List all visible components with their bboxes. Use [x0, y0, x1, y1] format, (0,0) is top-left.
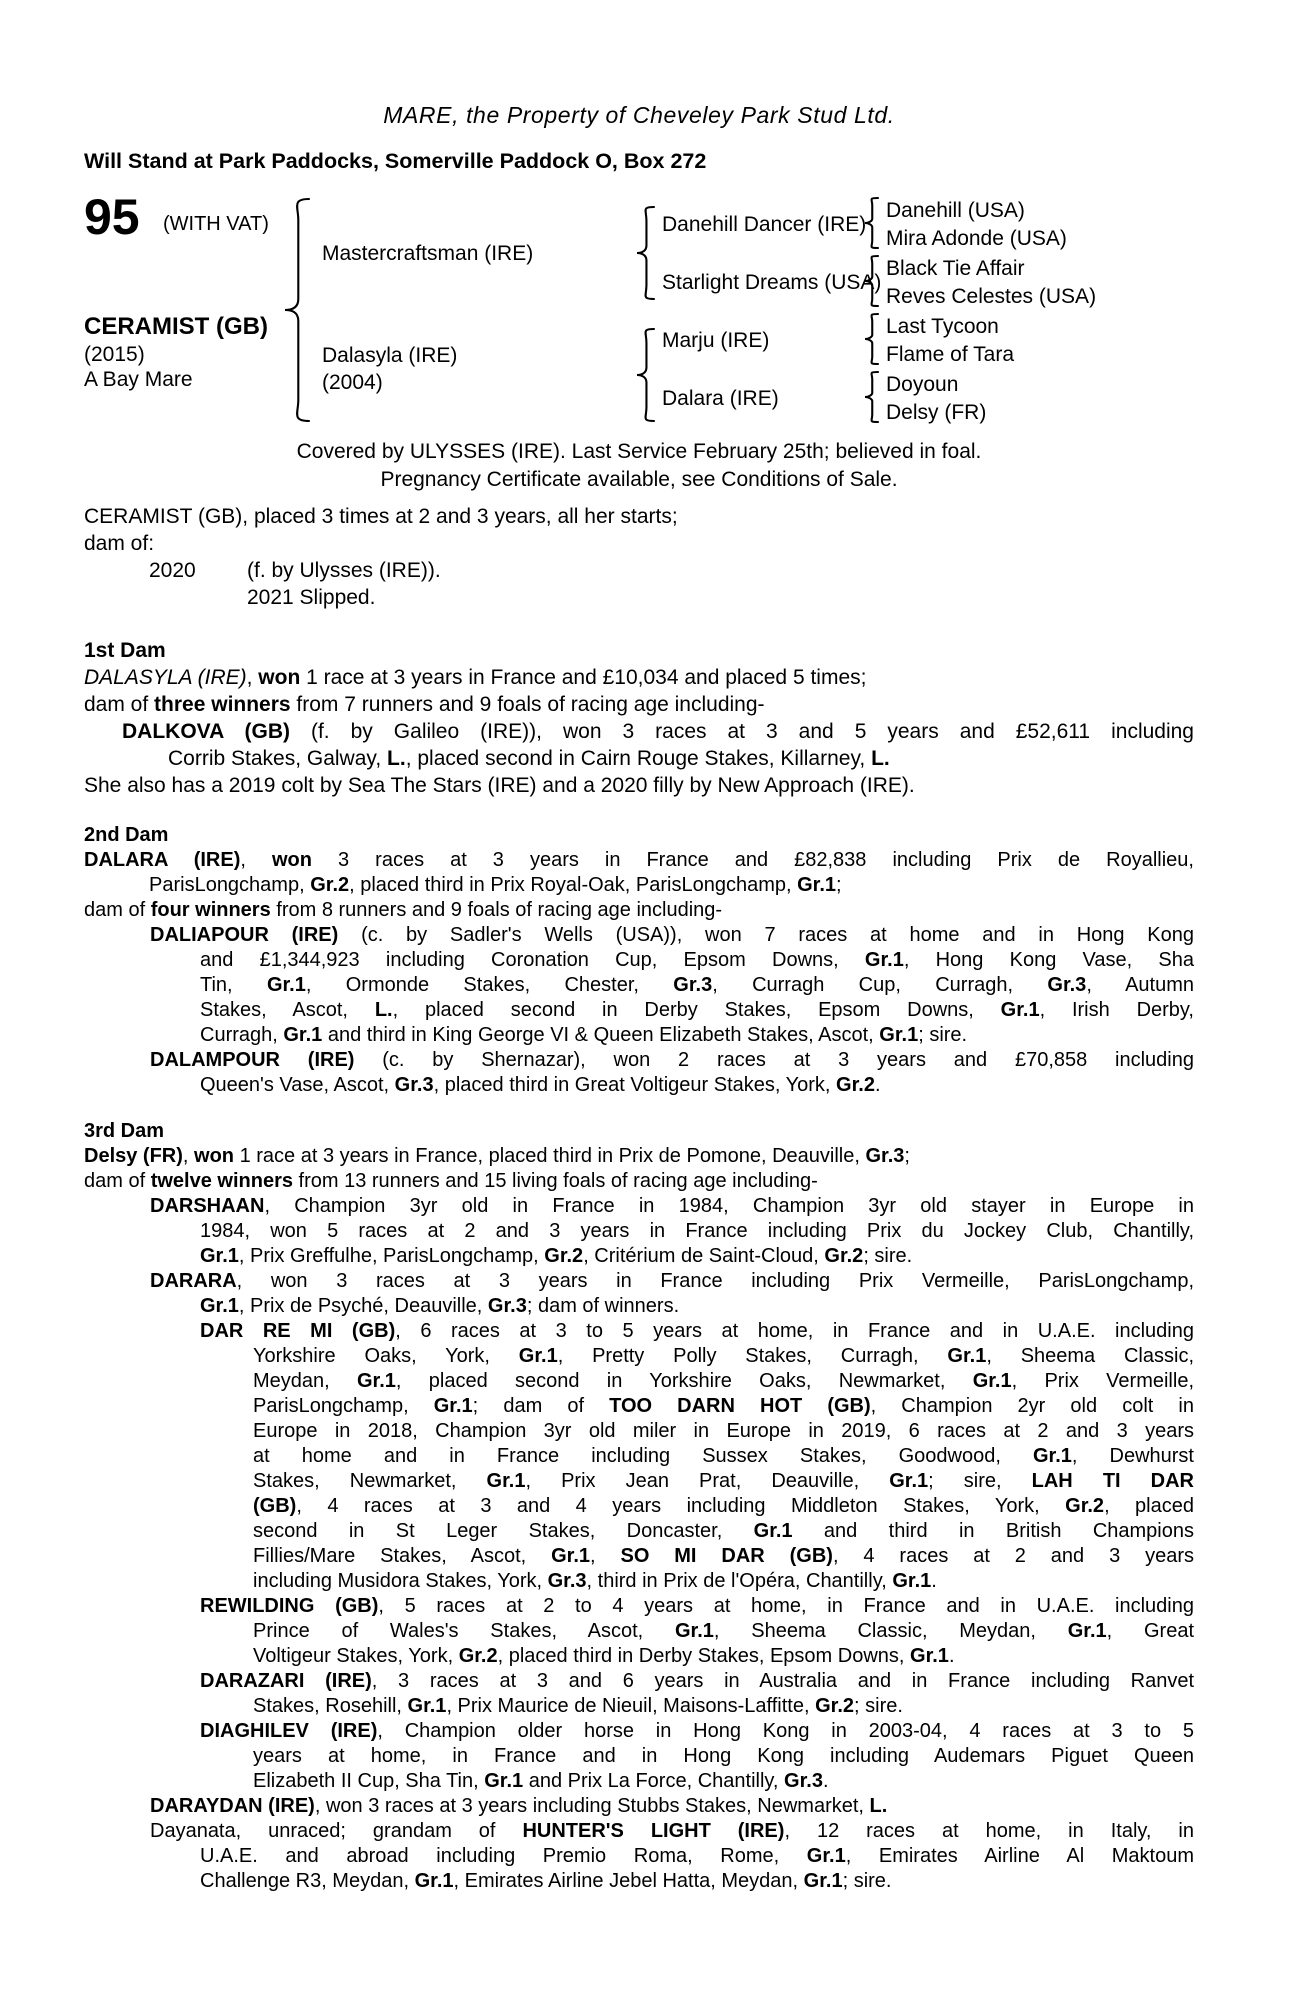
pedigree-text-line: DARAYDAN (IRE), won 3 races at 3 years including Stubbs Stakes, Newmarket, L. — [150, 1795, 888, 1817]
pedigree-text-line: Stakes, Rosehill, Gr.1, Prix Maurice de Nieuil, Maisons-Laffitte, Gr.2; sire. — [253, 1695, 903, 1717]
race-record-line: CERAMIST (GB), placed 3 times at 2 and 3 years, all her starts; — [84, 505, 678, 528]
dam-section-heading: 1st Dam — [84, 639, 166, 662]
pedigree-text-line: dam of twelve winners from 13 runners and 15 living foals of racing age including- — [84, 1170, 818, 1192]
pedigree-text-line: Stakes, Ascot, L., placed second in Derby Stakes, Epsom Downs, Gr.1, Irish Derby, — [200, 999, 1194, 1021]
produce-row — [84, 584, 1194, 611]
produce-year: 2020 — [149, 559, 196, 582]
pedigree-text-line: dam of four winners from 8 runners and 9 foals of racing age including- — [84, 899, 723, 921]
color-description: A Bay Mare — [84, 368, 193, 391]
pedigree-text-line: DALASYLA (IRE), won 1 race at 3 years in France and £10,034 and placed 5 times; — [84, 666, 867, 689]
pedigree-text-line: Delsy (FR), won 1 race at 3 years in France, placed third in Prix de Pomone, Deauville, Gr.3; — [84, 1145, 910, 1167]
pedigree-text-line: DAR RE MI (GB), 6 races at 3 to 5 years at home, in France and in U.A.E. including — [200, 1320, 1194, 1342]
pedigree-text-line: DALARA (IRE), won 3 races at 3 years in France and £82,838 including Prix de Royallieu, — [84, 849, 1194, 871]
grandsire-name: Marju (IRE) — [662, 329, 770, 352]
pedigree-text-line: DALIAPOUR (IRE) (c. by Sadler's Wells (USA)), won 7 races at home and in Hong Kong — [150, 924, 1194, 946]
vat-note: (WITH VAT) — [163, 213, 269, 235]
produce-text: (f. by Ulysses (IRE)). — [247, 559, 441, 582]
pedigree-brace — [636, 328, 655, 422]
dam-section — [84, 1119, 1194, 1894]
pedigree-text-line: including Musidora Stakes, York, Gr.3, third in Prix de l'Opéra, Chantilly, Gr.1. — [253, 1570, 937, 1592]
lot-number: 95 — [84, 189, 140, 245]
pedigree-brace — [284, 198, 310, 422]
pedigree-text-line: DALAMPOUR (IRE) (c. by Shernazar), won 2 races at 3 years and £70,858 including — [150, 1049, 1194, 1071]
great-grandparent-name: Flame of Tara — [886, 343, 1014, 366]
pedigree-text-line: Challenge R3, Meydan, Gr.1, Emirates Airline Jebel Hatta, Meydan, Gr.1; sire. — [200, 1870, 892, 1892]
granddam-name: Dalara (IRE) — [662, 387, 779, 410]
page-title: MARE, the Property of Cheveley Park Stud Ltd. — [383, 102, 895, 128]
pedigree-brace — [636, 206, 655, 300]
dam-section — [84, 823, 1194, 1098]
pedigree-text-line: (GB), 4 races at 3 and 4 years including Middleton Stakes, York, Gr.2, placed — [253, 1495, 1194, 1517]
pedigree-brace — [864, 371, 879, 423]
covering-note — [84, 438, 1194, 494]
catalogue-text — [84, 503, 1194, 1894]
pedigree-text-line: DARARA, won 3 races at 3 years in France including Prix Vermeille, ParisLongchamp, — [150, 1270, 1194, 1292]
dam-name: Dalasyla (IRE) — [322, 344, 458, 367]
dam-section-heading: 3rd Dam — [84, 1120, 165, 1142]
pedigree-text-line: Queen's Vase, Ascot, Gr.3, placed third in Great Voltigeur Stakes, York, Gr.2. — [200, 1074, 881, 1096]
pedigree-text-line: DIAGHILEV (IRE), Champion older horse in Hong Kong in 2003-04, 4 races at 3 to 5 — [200, 1720, 1194, 1742]
pedigree-text-line: Gr.1, Prix Greffulhe, ParisLongchamp, Gr.2, Critérium de Saint-Cloud, Gr.2; sire. — [200, 1245, 913, 1267]
great-grandparent-name: Delsy (FR) — [886, 401, 987, 424]
pedigree-text-line: Tin, Gr.1, Ormonde Stakes, Chester, Gr.3, Curragh Cup, Curragh, Gr.3, Autumn — [200, 974, 1195, 996]
pedigree-text-line: DARSHAAN, Champion 3yr old in France in 1984, Champion 3yr old stayer in Europe in — [150, 1195, 1194, 1217]
covering-line-2: Pregnancy Certificate available, see Conditions of Sale. — [380, 468, 898, 491]
pedigree-text-line: Stakes, Newmarket, Gr.1, Prix Jean Prat, Deauville, Gr.1; sire, LAH TI DAR — [253, 1470, 1194, 1492]
race-record — [84, 503, 1194, 611]
covering-line-1: Covered by ULYSSES (IRE). Last Service February 25th; believed in foal. — [296, 440, 982, 463]
pedigree-text-line: at home and in France including Sussex Stakes, Goodwood, Gr.1, Dewhurst — [253, 1445, 1194, 1467]
great-grandparent-name: Reves Celestes (USA) — [886, 285, 1097, 308]
dam-year: (2004) — [322, 371, 383, 394]
pedigree-text-line: Gr.1, Prix de Psyché, Deauville, Gr.3; dam of winners. — [200, 1295, 680, 1317]
pedigree-text-line: ParisLongchamp, Gr.1; dam of TOO DARN HOT (GB), Champion 2yr old colt in — [253, 1395, 1195, 1417]
great-grandparent-name: Last Tycoon — [886, 315, 999, 338]
pedigree-text-line: second in St Leger Stakes, Doncaster, Gr.1 and third in British Champions — [253, 1520, 1194, 1542]
pedigree-text-line: Prince of Wales's Stakes, Ascot, Gr.1, Sheema Classic, Meydan, Gr.1, Great — [253, 1620, 1195, 1642]
pedigree-brace — [864, 197, 879, 249]
pedigree-text-line: Elizabeth II Cup, Sha Tin, Gr.1 and Prix La Force, Chantilly, Gr.3. — [253, 1770, 829, 1792]
pedigree-text-line: Fillies/Mare Stakes, Ascot, Gr.1, SO MI DAR (GB), 4 races at 2 and 3 years — [253, 1545, 1194, 1567]
granddam-name: Starlight Dreams (USA) — [662, 271, 882, 294]
pedigree-text-line: Dayanata, unraced; grandam of HUNTER'S LIGHT (IRE), 12 races at home, in Italy, in — [150, 1820, 1194, 1842]
produce-text: 2021 Slipped. — [247, 586, 376, 609]
great-grandparent-name: Black Tie Affair — [886, 257, 1025, 280]
great-grandparent-name: Danehill (USA) — [886, 199, 1025, 222]
pedigree-text-line: U.A.E. and abroad including Premio Roma, Rome, Gr.1, Emirates Airline Al Maktoum — [200, 1845, 1194, 1867]
great-grandparent-name: Doyoun — [886, 373, 959, 396]
pedigree-text-line: years at home, in France and in Hong Kong including Audemars Piguet Queen — [253, 1745, 1194, 1767]
great-grandparent-name: Mira Adonde (USA) — [886, 227, 1067, 250]
sire-name: Mastercraftsman (IRE) — [322, 242, 534, 265]
dam-of-label: dam of: — [84, 532, 155, 555]
dam-section — [84, 637, 1194, 799]
pedigree-brace — [864, 255, 879, 307]
pedigree-brace — [864, 313, 879, 365]
pedigree-text-line: ParisLongchamp, Gr.2, placed third in Prix Royal-Oak, ParisLongchamp, Gr.1; — [149, 874, 842, 896]
pedigree-text-line: She also has a 2019 colt by Sea The Stars (IRE) and a 2020 filly by New Approach (IRE). — [84, 774, 915, 797]
pedigree-text-line: DARAZARI (IRE), 3 races at 3 and 6 years in Australia and in France including Ranvet — [200, 1670, 1195, 1692]
horse-name: CERAMIST (GB) — [84, 313, 268, 340]
pedigree-text-line: Curragh, Gr.1 and third in King George VI & Queen Elizabeth Stakes, Ascot, Gr.1; sire. — [200, 1024, 968, 1046]
pedigree-text-line: Europe in 2018, Champion 3yr old miler in Europe in 2019, 6 races at 2 and 3 years — [253, 1420, 1194, 1442]
pedigree-text-line: dam of three winners from 7 runners and 9 foals of racing age including- — [84, 693, 765, 716]
pedigree-text-line: DALKOVA (GB) (f. by Galileo (IRE)), won 3 races at 3 and 5 years and £52,611 including — [122, 720, 1194, 743]
pedigree-text-line: Corrib Stakes, Galway, L., placed second in Cairn Rouge Stakes, Killarney, L. — [168, 747, 890, 770]
foaling-year: (2015) — [84, 343, 145, 366]
stand-location-line: Will Stand at Park Paddocks, Somerville Paddock O, Box 272 — [84, 149, 707, 173]
pedigree-text-line: REWILDING (GB), 5 races at 2 to 4 years at home, in France and in U.A.E. including — [200, 1595, 1194, 1617]
pedigree-text-line: Meydan, Gr.1, placed second in Yorkshire Oaks, Newmarket, Gr.1, Prix Vermeille, — [253, 1370, 1194, 1392]
dam-section-heading: 2nd Dam — [84, 824, 169, 846]
pedigree-text-line: Yorkshire Oaks, York, Gr.1, Pretty Polly Stakes, Curragh, Gr.1, Sheema Classic, — [253, 1345, 1195, 1367]
dam-sections — [84, 637, 1194, 1894]
pedigree-text-line: Voltigeur Stakes, York, Gr.2, placed third in Derby Stakes, Epsom Downs, Gr.1. — [253, 1645, 955, 1667]
produce-row — [84, 557, 1194, 584]
pedigree-text-line: and £1,344,923 including Coronation Cup, Epsom Downs, Gr.1, Hong Kong Vase, Sha — [200, 949, 1194, 971]
pedigree-text-line: 1984, won 5 races at 2 and 3 years in France including Prix du Jockey Club, Chantilly, — [200, 1220, 1194, 1242]
grandsire-name: Danehill Dancer (IRE) — [662, 213, 867, 236]
